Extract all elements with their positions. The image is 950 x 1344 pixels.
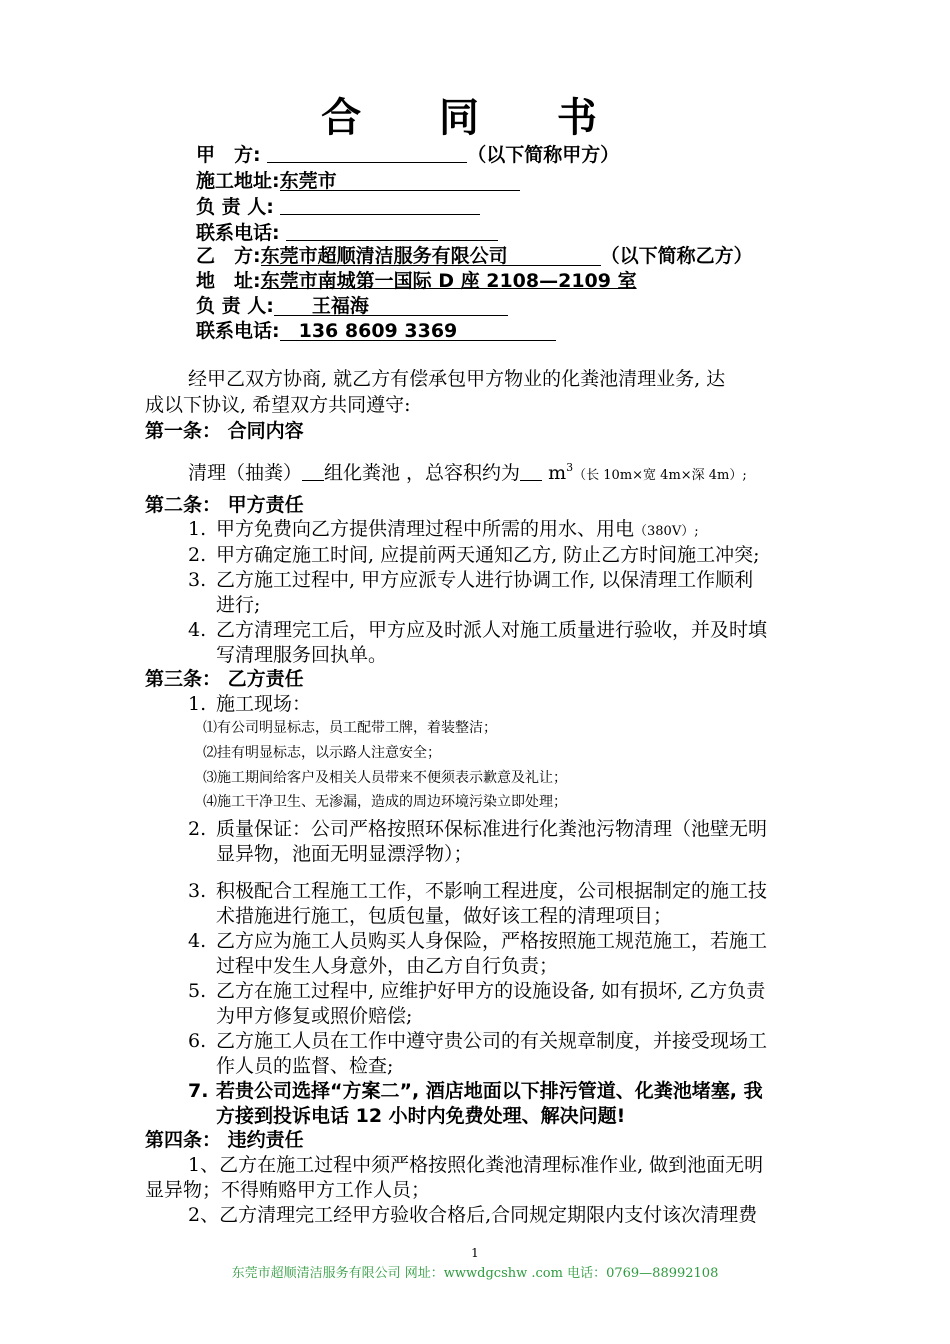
article-4-heading: 第四条： 违约责任 xyxy=(145,1129,304,1151)
party-a-row xyxy=(196,142,619,168)
volume-unit-sup: 3 xyxy=(566,461,574,474)
article-3-item-3-line-2: 术措施进行施工，包质包量，做好该工程的清理项目； xyxy=(216,905,673,927)
party-b-phone-row xyxy=(196,318,556,344)
party-a-contact-blank[interactable] xyxy=(280,194,480,215)
article-3-item-7-line-2: 方接到投诉电话 12 小时内免费处理、解决问题! xyxy=(216,1105,626,1127)
article-3-item-7-num: 7. xyxy=(188,1080,209,1102)
article-4-p1-line-1: 1、乙方在施工过程中须严格按照化粪池清理标准作业, 做到池面无明 xyxy=(188,1154,764,1176)
party-a-address-value[interactable]: 东莞市 xyxy=(280,168,520,191)
article-3-item-4-line-1: 乙方应为施工人员购买人身保险，严格按照施工规范施工，若施工 xyxy=(216,930,768,952)
volume-unit: m xyxy=(548,462,567,484)
party-b-note: （以下简称乙方） xyxy=(600,245,753,267)
tank-dimensions: （长 10m×宽 4m×深 4m）; xyxy=(573,468,747,483)
party-b-address-value: 东莞市南城第一国际 D 座 2108—2109 室 xyxy=(260,270,637,292)
party-a-phone-blank[interactable] xyxy=(286,220,498,241)
article-3-heading: 第三条： 乙方责任 xyxy=(145,668,304,690)
party-a-label: 甲 方: xyxy=(196,144,261,166)
article-4-p1-line-2: 显异物；不得贿赂甲方工作人员； xyxy=(145,1179,431,1201)
article-1-content xyxy=(188,456,747,488)
group-count-blank[interactable] xyxy=(302,462,324,481)
article-3-item-2-line-2: 显异物，池面无明显漂浮物）； xyxy=(216,843,473,865)
party-a-note: （以下简称甲方） xyxy=(467,144,620,166)
article-2-item-1 xyxy=(216,517,699,544)
article-3-sub-2: ⑵挂有明显标志，以示路人注意安全； xyxy=(203,745,441,761)
article-3-item-6-line-1: 乙方施工人员在工作中遵守贵公司的有关规章制度，并接受现场工 xyxy=(216,1030,768,1052)
document-title: 合 同 书 xyxy=(321,95,629,141)
article-4-p2-line-1: 2、乙方清理完工经甲方验收合格后,合同规定期限内支付该次清理费 xyxy=(188,1204,758,1226)
article-3-item-5-line-1: 乙方在施工过程中, 应维护好甲方的设施设备, 如有损坏, 乙方负责 xyxy=(216,980,766,1002)
article-2-item-3-line-2: 进行; xyxy=(216,594,261,616)
party-b-row xyxy=(196,243,753,269)
party-b-phone-label: 联系电话: xyxy=(196,320,280,342)
article-3-item-4-line-2: 过程中发生人身意外，由乙方自行负责； xyxy=(216,955,559,977)
party-b-contact-row xyxy=(196,293,508,319)
article-3-item-5-num: 5. xyxy=(188,980,207,1002)
article-2-item-4-num: 4. xyxy=(188,619,207,641)
article-3-sub-1: ⑴有公司明显标志，员工配带工牌，着装整洁； xyxy=(203,720,497,736)
article-2-item-2-num: 2. xyxy=(188,544,207,566)
article-2-heading: 第二条： 甲方责任 xyxy=(145,494,304,516)
party-a-contact-label: 负 责 人: xyxy=(196,196,274,218)
party-a-address-label: 施工地址: xyxy=(196,170,280,192)
article-3-item-2-num: 2. xyxy=(188,818,207,840)
party-a-phone-label: 联系电话: xyxy=(196,222,280,244)
article-2-item-4-line-2: 写清理服务回执单。 xyxy=(216,644,388,666)
party-b-contact-label: 负 责 人: xyxy=(196,295,274,317)
party-b-contact-value: 王福海 xyxy=(274,293,508,316)
article-2-item-1-num: 1. xyxy=(188,518,207,540)
article-1-text-a: 清理（抽粪） xyxy=(188,462,303,484)
party-b-name: 东莞市超顺清洁服务有限公司 xyxy=(261,243,601,266)
article-2-item-1-tail: （380V）; xyxy=(634,524,699,539)
party-b-phone-value: 136 8609 3369 xyxy=(280,318,556,341)
article-3-item-1-num: 1. xyxy=(188,693,207,715)
party-a-address-row xyxy=(196,168,520,194)
article-1-text-b: 组化粪池 ，总容积约为 xyxy=(324,462,521,484)
article-3-item-6-num: 6. xyxy=(188,1030,207,1052)
article-3-item-1: 施工现场： xyxy=(216,693,312,715)
party-b-address-row xyxy=(196,268,637,294)
party-b-label: 乙 方: xyxy=(196,245,261,267)
page-footer: 东莞市超顺清洁服务有限公司 网址：wwwdgcshw .com 电话：0769—88992108 xyxy=(231,1266,719,1281)
intro-line-2: 成以下协议, 希望双方共同遵守: xyxy=(145,394,411,416)
article-2-item-3-num: 3. xyxy=(188,569,207,591)
article-3-item-6-line-2: 作人员的监督、检查; xyxy=(216,1055,394,1077)
article-2-item-2: 甲方确定施工时间, 应提前两天通知乙方, 防止乙方时间施工冲突; xyxy=(216,544,760,566)
page-number: 1 xyxy=(471,1246,479,1260)
article-1-heading: 第一条： 合同内容 xyxy=(145,420,304,442)
article-3-sub-3: ⑶施工期间给客户及相关人员带来不便须表示歉意及礼让； xyxy=(203,770,567,786)
article-2-item-3-line-1: 乙方施工过程中, 甲方应派专人进行协调工作, 以保清理工作顺利 xyxy=(216,569,754,591)
article-3-sub-4: ⑷施工干净卫生、无渗漏，造成的周边环境污染立即处理； xyxy=(203,794,567,810)
article-3-item-3-line-1: 积极配合工程施工工作，不影响工程进度，公司根据制定的施工技 xyxy=(216,880,768,902)
volume-blank[interactable] xyxy=(520,462,542,481)
article-2-item-1-text: 甲方免费向乙方提供清理过程中所需的用水、用电 xyxy=(216,518,635,540)
party-a-contact-row xyxy=(196,194,480,220)
article-3-item-2-line-1: 质量保证：公司严格按照环保标准进行化粪池污物清理（池壁无明 xyxy=(216,818,768,840)
article-3-item-5-line-2: 为甲方修复或照价赔偿; xyxy=(216,1005,413,1027)
intro-line-1: 经甲乙双方协商, 就乙方有偿承包甲方物业的化粪池清理业务, 达 xyxy=(188,368,726,390)
article-2-item-4-line-1: 乙方清理完工后，甲方应及时派人对施工质量进行验收，并及时填 xyxy=(216,619,768,641)
article-3-item-3-num: 3. xyxy=(188,880,207,902)
party-b-address-label: 地 址: xyxy=(196,270,261,292)
article-3-item-4-num: 4. xyxy=(188,930,207,952)
party-a-name-blank[interactable] xyxy=(267,142,467,163)
article-3-item-7-line-1: 若贵公司选择“方案二”, 酒店地面以下排污管道、化粪池堵塞, 我 xyxy=(216,1080,763,1102)
